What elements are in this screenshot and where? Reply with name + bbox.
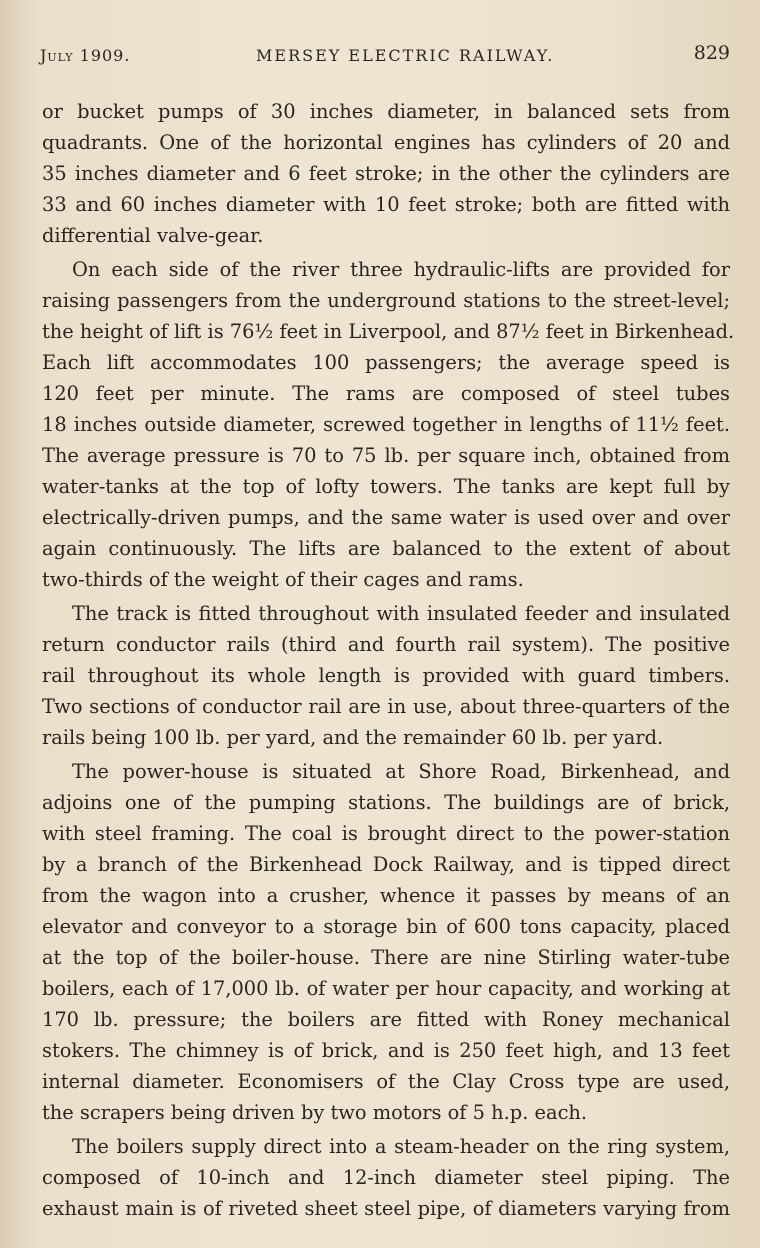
paragraph xyxy=(42,756,730,1128)
text-line: exhaust main is of riveted sheet steel pipe, of diameters varying from xyxy=(42,1197,730,1220)
text-line: by a branch of the Birkenhead Dock Railway, and is tipped direct xyxy=(42,853,730,876)
text-line: internal diameter. Economisers of the Clay Cross type are used, xyxy=(42,1070,730,1093)
paragraph xyxy=(42,254,735,595)
text-line: The average pressure is 70 to 75 lb. per square inch, obtained from xyxy=(42,444,730,467)
text-line: stokers. The chimney is of brick, and is 250 feet high, and 13 feet xyxy=(42,1039,730,1062)
text-line: On each side of the river three hydraulic-lifts are provided for xyxy=(72,258,730,281)
text-line: elevator and conveyor to a storage bin of 600 tons capacity, placed xyxy=(42,915,730,938)
text-line: 120 feet per minute. The rams are composed of steel tubes xyxy=(42,382,730,405)
text-line: composed of 10-inch and 12-inch diameter steel piping. The xyxy=(42,1166,730,1189)
text-line: raising passengers from the underground stations to the street-level; xyxy=(42,289,730,312)
text-line: or bucket pumps of 30 inches diameter, in balanced sets from xyxy=(42,100,730,123)
text-line: again continuously. The lifts are balanced to the extent of about xyxy=(42,537,730,560)
text-line: The power-house is situated at Shore Road, Birkenhead, and xyxy=(72,760,730,783)
text-line: The boilers supply direct into a steam-header on the ring system, xyxy=(72,1135,730,1158)
text-line: 170 lb. pressure; the boilers are fitted with Roney mechanical xyxy=(42,1008,730,1031)
text-line: from the wagon into a crusher, whence it passes by means of an xyxy=(42,884,730,907)
body-text xyxy=(42,96,735,1227)
text-line: differential valve-gear. xyxy=(42,224,264,247)
header-date: July 1909. xyxy=(40,46,131,65)
running-head xyxy=(40,42,730,70)
text-line: Two sections of conductor rail are in use, about three-quarters of the xyxy=(42,695,730,718)
text-line: water-tanks at the top of lofty towers. The tanks are kept full by xyxy=(42,475,730,498)
text-line: the height of lift is 76½ feet in Liverpool, and 87½ feet in Birkenhead. xyxy=(42,320,735,343)
paragraph xyxy=(42,598,730,753)
page-number: 829 xyxy=(693,42,730,64)
text-line: quadrants. One of the horizontal engines has cylinders of 20 and xyxy=(42,131,730,154)
text-line: adjoins one of the pumping stations. The buildings are of brick, xyxy=(42,791,730,814)
text-line: electrically-driven pumps, and the same water is used over and over xyxy=(42,506,730,529)
text-line: 33 and 60 inches diameter with 10 feet stroke; both are fitted with xyxy=(42,193,730,216)
header-title: MERSEY ELECTRIC RAILWAY. xyxy=(256,46,555,65)
text-line: boilers, each of 17,000 lb. of water per hour capacity, and working at xyxy=(42,977,730,1000)
text-line: two-thirds of the weight of their cages and rams. xyxy=(42,568,524,591)
text-line: the scrapers being driven by two motors of 5 h.p. each. xyxy=(42,1101,588,1124)
text-line: rail throughout its whole length is provided with guard timbers. xyxy=(42,664,730,687)
text-line: 18 inches outside diameter, screwed together in lengths of 11½ feet. xyxy=(42,413,730,436)
text-line: rails being 100 lb. per yard, and the remainder 60 lb. per yard. xyxy=(42,726,664,749)
paragraph xyxy=(42,1131,730,1224)
text-line: The track is fitted throughout with insulated feeder and insulated xyxy=(72,602,730,625)
text-line: with steel framing. The coal is brought direct to the power-station xyxy=(42,822,730,845)
text-line: Each lift accommodates 100 passengers; the average speed is xyxy=(42,351,730,374)
text-line: 35 inches diameter and 6 feet stroke; in the other the cylinders are xyxy=(42,162,730,185)
text-line: at the top of the boiler-house. There are nine Stirling water-tube xyxy=(42,946,730,969)
paragraph xyxy=(42,96,730,251)
text-line: return conductor rails (third and fourth rail system). The positive xyxy=(42,633,730,656)
